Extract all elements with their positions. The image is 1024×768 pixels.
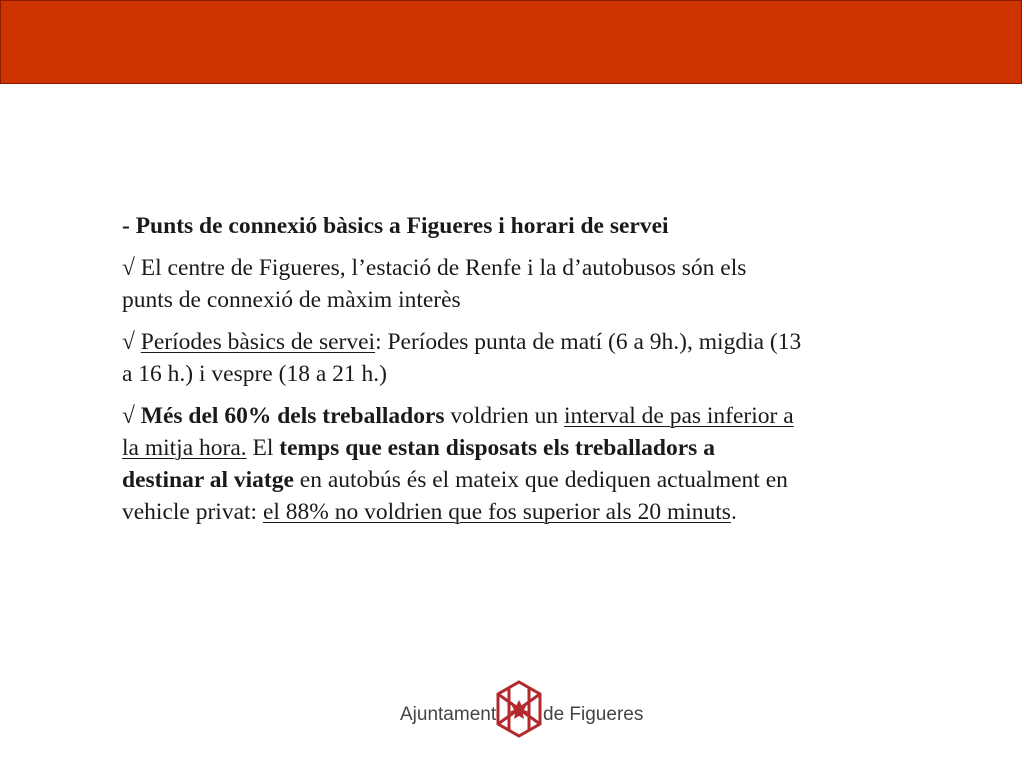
bullet-text: El centre de Figueres, l’estació de Renfe i la d’autobusos són els punts de connexió de màxim interès [122, 255, 747, 313]
percentage-underlined: el 88% no voldrien que fos superior als 20 minuts [262, 499, 731, 525]
service-periods-label: Períodes bàsics de servei [140, 329, 376, 355]
figueres-emblem-icon [496, 680, 542, 738]
logo-text-left: Ajuntament [400, 704, 497, 725]
workers-text-1: voldrien un [444, 403, 564, 429]
workers-text-4: . [730, 499, 737, 525]
workers-percentage-bold: Més del 60% dels treballadors [140, 403, 445, 429]
check-bullet-icon: √ [122, 255, 135, 281]
service-periods-text: : Períodes punta de matí (6 a 9h.), migdia (13 a 16 h.) i vespre (18 a 21 h.) [122, 329, 802, 387]
check-bullet-icon: √ [122, 329, 135, 355]
slide-heading: - Punts de connexió bàsics a Figueres i horari de servei [122, 213, 669, 239]
ajuntament-logo [400, 680, 644, 740]
travel-time-bold: temps que estan disposats els treballadors a destinar al viatge [122, 435, 715, 493]
workers-text-2: El [246, 435, 280, 461]
slide-content [122, 210, 802, 538]
check-bullet-icon: √ [122, 403, 135, 429]
interval-underlined: interval de pas inferior a la mitja hora. [122, 403, 794, 461]
logo-text-right: de Figueres [543, 704, 644, 725]
bullet-connection-points [122, 252, 802, 316]
header-band [0, 0, 1022, 84]
bullet-service-periods [122, 326, 802, 390]
bullet-workers-preferences [122, 400, 802, 528]
workers-text-3: en autobús és el mateix que dediquen actualment en vehicle privat: [122, 467, 788, 525]
